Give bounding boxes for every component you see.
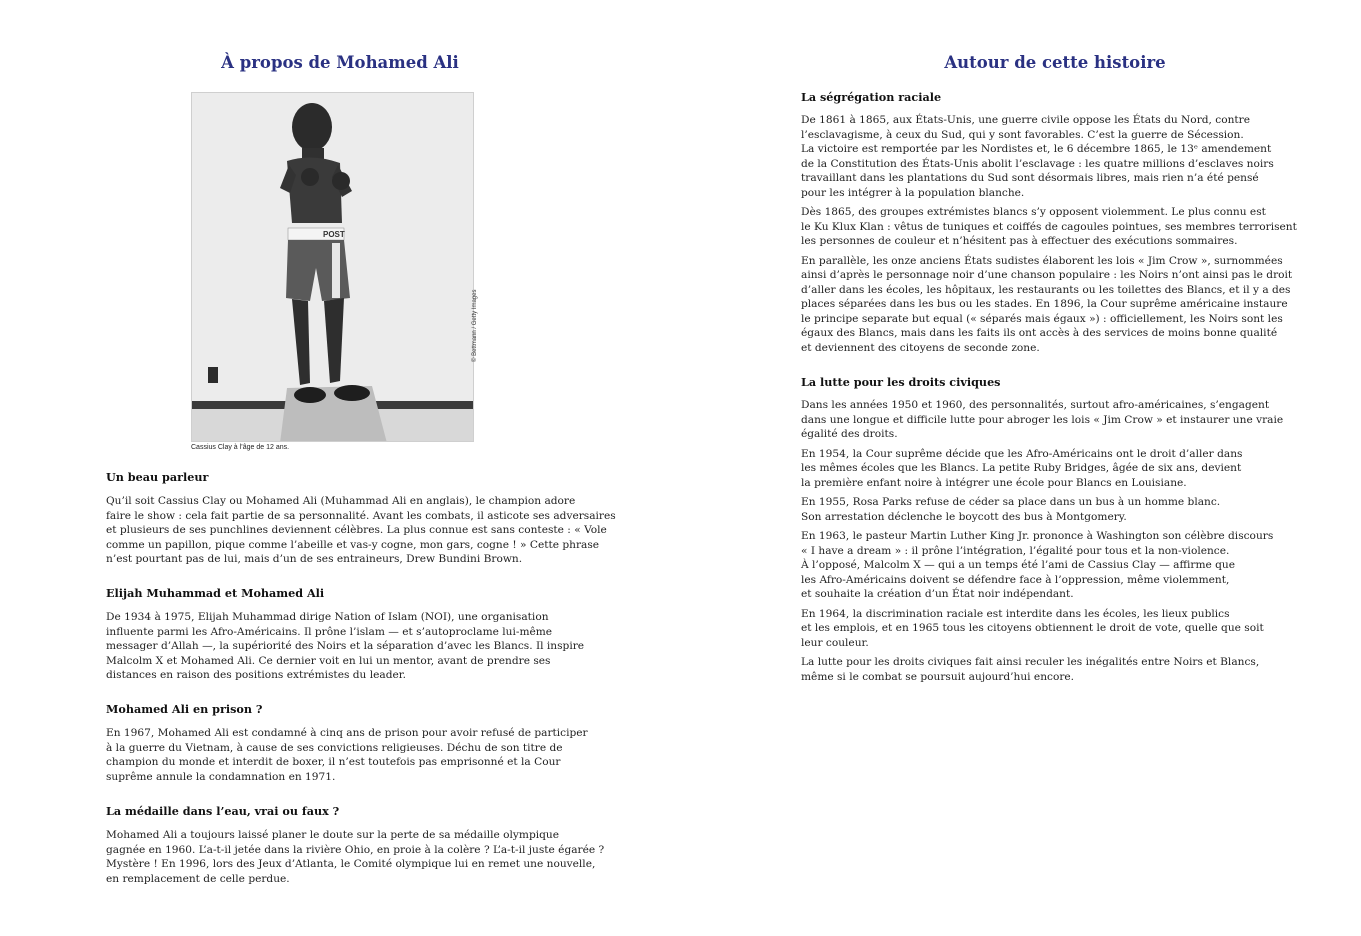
section-heading: La médaille dans l’eau, vrai ou faux ? (106, 804, 340, 818)
photo-credit: © Bettmann / Getty Images (472, 289, 478, 362)
text-line: travaillant dans les plantations du Sud sont désormais libres, mais rien n’a été pensé (801, 172, 1259, 184)
text-line: En 1954, la Cour suprême décide que les Afro-Américains ont le droit d’aller dans (801, 447, 1243, 460)
text-line: et plusieurs de ses punchlines deviennent célèbres. La plus connue est sans conteste : « Vole (106, 524, 607, 536)
text-line: influente parmi les Afro-Américains. Il prône l’islam — et s’autoproclame lui-même (106, 625, 553, 638)
text-line: Mystère ! En 1996, lors des Jeux d’Atlanta, le Comité olympique lui en remet une nouvelle, (106, 858, 596, 870)
text-line: distances en raison des positions extrémistes du leader. (106, 669, 407, 681)
text-line: places séparées dans les bus ou les stades. En 1896, la Cour suprême américaine instaure (801, 298, 1288, 310)
text-line: En 1964, la discrimination raciale est interdite dans les écoles, les lieux publics (801, 607, 1230, 620)
text-line: À l’opposé, Malcolm X — qui a un temps été l’ami de Cassius Clay — affirme que (801, 559, 1236, 571)
text-line: à la guerre du Vietnam, à cause de ses convictions religieuses. Déchu de son titre de (106, 741, 563, 754)
text-line: les Afro-Américains doivent se défendre face à l’oppression, même violemment, (801, 573, 1230, 586)
text-line: Mohamed Ali a toujours laissé planer le doute sur la perte de sa médaille olympique (106, 829, 559, 841)
section-droits-civiques (801, 375, 1283, 684)
right-page (680, 0, 1361, 936)
section-elijah-muhammad (106, 586, 584, 683)
section-heading: La ségrégation raciale (801, 90, 942, 104)
text-line: Qu’il soit Cassius Clay ou Mohamed Ali (Muhammad Ali en anglais), le champion adore (106, 495, 576, 507)
section-medaille (106, 804, 604, 886)
text-line: De 1861 à 1865, aux États-Unis, une guerre civile oppose les États du Nord, contre (801, 114, 1250, 126)
section-heading: Un beau parleur (106, 470, 209, 484)
paragraph (801, 113, 1297, 200)
text-line: le principe separate but equal (« séparés mais égaux ») : officiellement, les Noirs sont les (801, 312, 1283, 325)
text-line: et souhaite la création d’un État noir indépendant. (801, 588, 1074, 600)
text-line: les mêmes écoles que les Blancs. La petite Ruby Bridges, âgée de six ans, devient (801, 462, 1242, 474)
paragraph (801, 655, 1283, 684)
text-line: égalité des droits. (801, 428, 898, 440)
text-line: faire le show : cela fait partie de sa personnalité. Avant les combats, il asticote ses adversaires (106, 509, 616, 522)
text-line: En 1955, Rosa Parks refuse de céder sa place dans un bus à un homme blanc. (801, 496, 1221, 508)
paragraph (801, 529, 1283, 602)
right-page-title: Autour de cette histoire (944, 53, 1166, 72)
text-line: ainsi d’après le personnage noir d’une chanson populaire : les Noirs n’ont ainsi pas le droit (801, 269, 1293, 281)
left-page-title: À propos de Mohamed Ali (221, 53, 459, 72)
photo-caption: Cassius Clay à l’âge de 12 ans. (191, 444, 290, 451)
text-line: pour les intégrer à la population blanche. (801, 186, 1025, 199)
section-heading: Mohamed Ali en prison ? (106, 702, 263, 716)
text-line: Son arrestation déclenche le boycott des bus à Montgomery. (801, 510, 1127, 523)
text-line: La victoire est remportée par les Nordistes et, le 6 décembre 1865, le 13ᵉ amendement (801, 143, 1272, 155)
text-line: en remplacement de celle perdue. (106, 872, 290, 885)
section-heading: La lutte pour les droits civiques (801, 375, 1001, 389)
boxer-photo-illustration (192, 93, 474, 442)
text-line: et deviennent des citoyens de seconde zone. (801, 341, 1040, 354)
text-line: comme un papillon, pique comme l’abeille et vas-y cogne, mon gars, cogne ! » Cette phrase (106, 538, 600, 551)
text-line: Dès 1865, des groupes extrémistes blancs s’y opposent violemment. Le plus connu est (801, 206, 1266, 218)
text-line: La lutte pour les droits civiques fait ainsi reculer les inégalités entre Noirs et Blancs, (801, 656, 1260, 668)
text-line: n’est pourtant pas de lui, mais d’un de ses entraineurs, Drew Bundini Brown. (106, 553, 523, 565)
left-page (0, 0, 680, 936)
section-prison (106, 702, 588, 784)
section-heading: Elijah Muhammad et Mohamed Ali (106, 586, 325, 600)
text-line: le Ku Klux Klan : vêtus de tuniques et coiffés de cagoules pointues, ses membres terrorisent (801, 220, 1297, 233)
paragraph (801, 398, 1283, 442)
text-line: leur couleur. (801, 636, 869, 649)
text-line: champion du monde et interdit de boxer, il n’est toutefois pas emprisonné et la Cour (106, 756, 561, 768)
text-line: d’aller dans les écoles, les hôpitaux, les restaurants ou les toilettes des Blancs, et il y a des (801, 283, 1291, 296)
text-line: En parallèle, les onze anciens États sudistes élaborent les lois « Jim Crow », surnommées (801, 254, 1283, 267)
text-line: et les emplois, et en 1965 tous les citoyens obtiennent le droit de vote, quelle que soit (801, 622, 1264, 634)
paragraph (801, 447, 1283, 491)
text-line: De 1934 à 1975, Elijah Muhammad dirige Nation of Islam (NOI), une organisation (106, 611, 549, 623)
paragraph (801, 495, 1283, 524)
boxer-photo (191, 92, 474, 442)
text-line: les personnes de couleur et n’hésitent pas à effectuer des exécutions sommaires. (801, 235, 1238, 247)
section-segregation (801, 90, 1297, 355)
paragraph (801, 254, 1297, 356)
text-line: la première enfant noire à intégrer une école pour Blancs en Louisiane. (801, 476, 1187, 489)
text-line: suprême annule la condamnation en 1971. (106, 770, 336, 783)
text-line: Malcolm X et Mohamed Ali. Ce dernier voit en lui un mentor, avant de prendre ses (106, 654, 551, 667)
text-line: de la Constitution des États-Unis abolit l’esclavage : les quatre millions d’esclaves noirs (801, 157, 1274, 170)
text-line: Dans les années 1950 et 1960, des personnalités, surtout afro-américaines, s’engagent (801, 399, 1270, 411)
text-line: même si le combat se poursuit aujourd’hui encore. (801, 670, 1075, 683)
text-line: En 1963, le pasteur Martin Luther King Jr. prononce à Washington son célèbre discours (801, 530, 1274, 542)
text-line: messager d’Allah —, la supériorité des Noirs et la séparation d’avec les Blancs. Il inspire (106, 640, 585, 652)
text-line: dans une longue et difficile lutte pour abroger les lois « Jim Crow » et instaurer une vraie (801, 413, 1284, 426)
text-line: l’esclavagisme, à ceux du Sud, qui y sont favorables. C’est la guerre de Sécession. (801, 128, 1244, 141)
section-beau-parleur (106, 470, 616, 567)
text-line: « I have a dream » : il prône l’intégration, l’égalité pour tous et la non-violence. (801, 544, 1230, 557)
text-line: gagnée en 1960. L’a-t-il jetée dans la rivière Ohio, en proie à la colère ? L’a-t-il juste égarée ? (106, 843, 605, 856)
paragraph (801, 205, 1297, 249)
paragraph (801, 607, 1283, 651)
text-line: égaux des Blancs, mais dans les faits ils ont accès à des services de moins bonne qualité (801, 327, 1278, 339)
text-line: En 1967, Mohamed Ali est condamné à cinq ans de prison pour avoir refusé de participer (106, 727, 588, 739)
waistband-text: POST (323, 230, 345, 239)
